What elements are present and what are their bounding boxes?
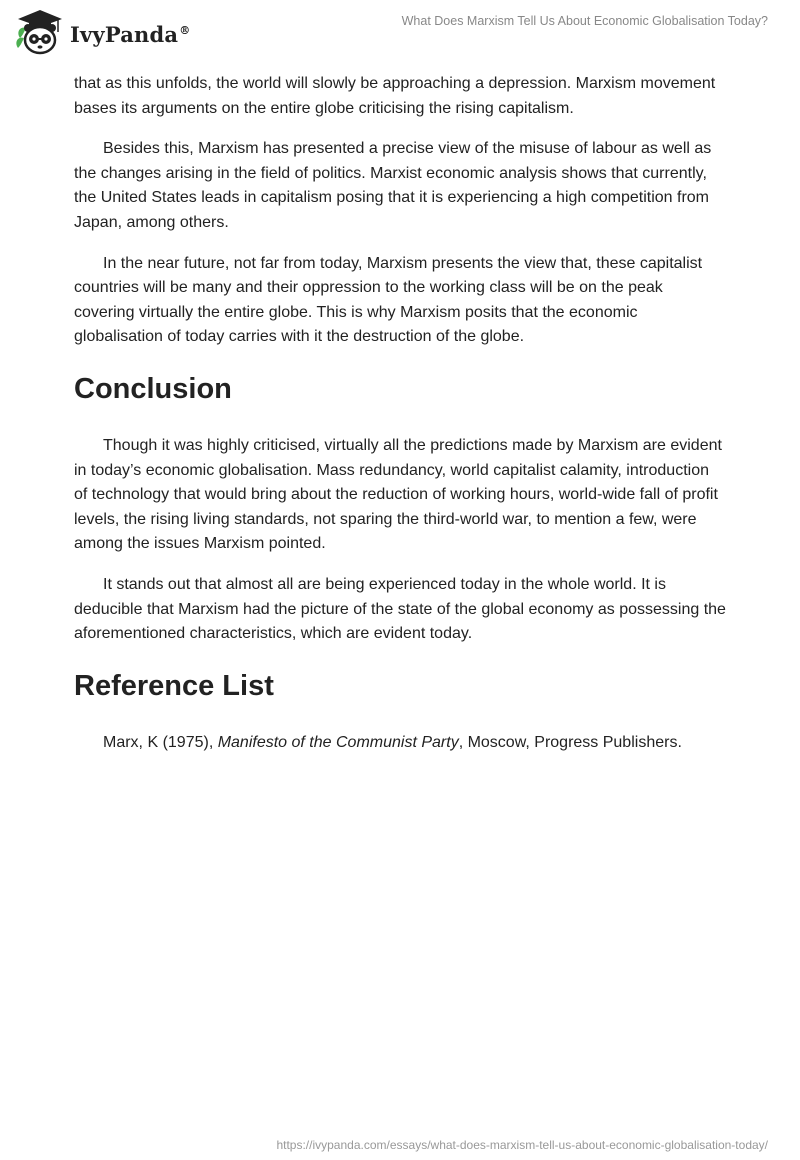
brand-name: IvyPanda® bbox=[70, 21, 191, 47]
paragraph-conclusion-1: Though it was highly criticised, virtually all the predictions made by Marxism are evident in today’s economic globalisation. Mass redundancy, world capitalist calamity, introduction of technology that would bring about the reduction of working hours, world-wide fall of profit levels, the rising living standards, not sparing the third-world war, to mention a few, were among the issues Marxism pointed. bbox=[74, 436, 722, 553]
panda-graduate-icon bbox=[14, 8, 66, 56]
paragraph-labour-politics: Besides this, Marxism has presented a precise view of the misuse of labour as well as the changes arising in the field of politics. Marxist economic analysis shows that currently, the United States leads in capitalism posing that it is experiencing a high competition from Japan, among others. bbox=[74, 140, 712, 231]
source-url[interactable]: https://ivypanda.com/essays/what-does-marxism-tell-us-about-economic-globalisation-today/ bbox=[276, 1138, 768, 1152]
registered-mark: ® bbox=[179, 23, 191, 37]
reference-list-heading: Reference List bbox=[74, 669, 274, 702]
ivypanda-logo[interactable] bbox=[14, 8, 190, 56]
conclusion-heading: Conclusion bbox=[74, 372, 232, 405]
paragraph-near-future: In the near future, not far from today, Marxism presents the view that, these capitalist countries will be many and their oppression to the working class will be on the peak covering virtually the entire globe. This is why Marxism posits that the economic globalisation of today carries with it the destruction of the globe. bbox=[74, 254, 703, 346]
page-header bbox=[0, 0, 800, 64]
reference-author-year: Marx, K (1975), bbox=[103, 733, 218, 751]
paragraph-conclusion-2: It stands out that almost all are being experienced today in the whole world. It is deducible that Marxism had the picture of the state of the global economy as possessing the aforementioned characteristics, which are evident today. bbox=[74, 575, 726, 643]
paragraph-continuation: that as this unfolds, the world will slowly be approaching a depression. Marxism movement bases its arguments on the entire globe criticising the rising capitalism. bbox=[74, 75, 716, 117]
running-title: What Does Marxism Tell Us About Economic Globalisation Today? bbox=[401, 14, 768, 28]
reference-publisher: , Moscow, Progress Publishers. bbox=[458, 733, 682, 751]
reference-title: Manifesto of the Communist Party bbox=[217, 733, 459, 751]
reference-entry bbox=[74, 731, 726, 756]
essay-content bbox=[74, 72, 726, 755]
